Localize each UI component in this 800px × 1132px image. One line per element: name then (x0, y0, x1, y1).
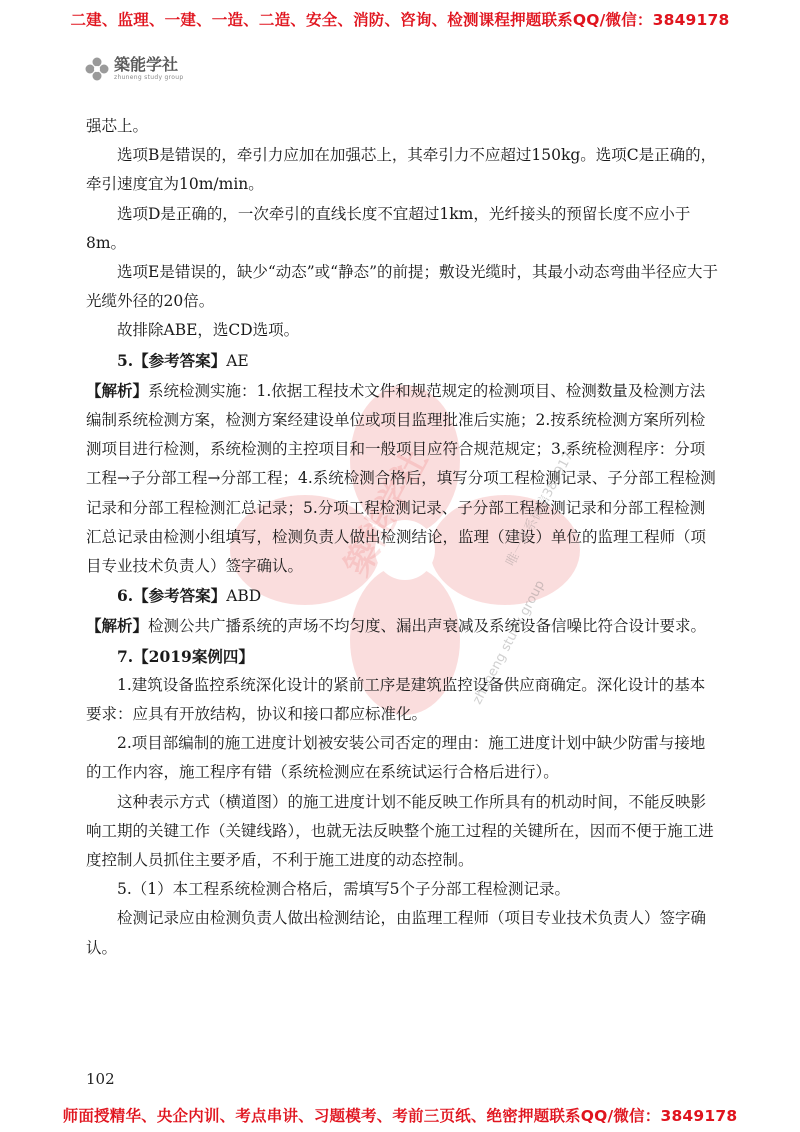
q7-item: 2.项目部编制的施工进度计划被安装公司否定的理由：施工进度计划中缺少防雷与接地的工作内容，施工程序有错（系统检测应在系统试运行合格后进行）。 (86, 734, 706, 782)
paragraph: 强芯上。 (86, 117, 149, 135)
q7-item: 检测记录应由检测负责人做出检测结论，由监理工程师（项目专业技术负责人）签字确认。 (86, 909, 707, 957)
q6-analysis-label: 【解析】 (86, 616, 149, 636)
logo-subtitle: zhuneng study group (114, 74, 184, 81)
logo-name: 築能学社 (114, 55, 179, 74)
flower-logo-icon (84, 56, 110, 82)
watermark-side: 唯一联系微信3849178 (503, 441, 581, 569)
paragraph: 选项D是正确的，一次牵引的直线长度不宜超过1km，光纤接头的预留长度不应小于8m。 (86, 204, 691, 252)
paragraph: 选项B是错误的，牵引力应加在加强芯上，其牵引力不应超过150kg。选项C是正确的，牵引速度宜为10m/min。 (86, 146, 717, 194)
q6-label: 6.【参考答案】 (117, 586, 227, 606)
q6-answer: ABD (226, 587, 262, 606)
paragraph: 故排除ABE，选CD选项。 (117, 321, 300, 340)
q7-label: 7.【2019案例四】 (117, 646, 254, 666)
q5-answer-line (86, 346, 718, 376)
q6-analysis-text: 检测公共广播系统的声场不均匀度、漏出声衰减及系统设备信噪比符合设计要求。 (148, 617, 707, 636)
publisher-logo (84, 56, 183, 82)
q5-analysis-label: 【解析】 (86, 380, 149, 400)
q6-analysis (86, 611, 718, 641)
page-number: 102 (86, 1070, 115, 1088)
q5-answer: AE (226, 351, 249, 370)
q7-item: 1.建筑设备监控系统深化设计的紧前工序是建筑监控设备供应商确定。深化设计的基本要求：应具有开放结构，协议和接口都应标准化。 (86, 675, 706, 724)
q7-item: 5.（1）本工程系统检测合格后，需填写5个子分部工程检测记录。 (117, 880, 571, 899)
watermark-latin: zhuneng study group (470, 578, 549, 708)
q5-analysis (86, 376, 718, 581)
top-promo-banner: 二建、监理、一建、一造、二造、安全、消防、咨询、检测课程押题联系QQ/微信：3849178 (70, 11, 730, 29)
q5-analysis-text: 系统检测实施：1.依据工程技术文件和规范规定的检测项目、检测数量及检测方法编制系统检测方案，检测方案经建设单位或项目监理批准后实施；2.按系统检测方案所列检测项目进行检测，系统检测的主控项目和一般项目应符合规范规定；3.系统检测程序：分项工程→子分部工程→分部工程；4.系统检测合格后，填写分项工程检测记录、子分部工程检测记录和分部工程检测汇总记录；5.分项工程检测记录、子分部工程检测记录和分部工程检测汇总记录由检测小组填写，检测负责人做出检测结论，监理（建设）单位的监理工程师（项目专业技术负责人）签字确认。 (86, 381, 716, 576)
paragraph: 选项E是错误的，缺少“动态”或“静态”的前提；敷设光缆时，其最小动态弯曲半径应大于光缆外径的20倍。 (86, 263, 719, 311)
q5-label: 5.【参考答案】 (117, 350, 227, 370)
q6-answer-line (86, 581, 718, 611)
q7-item: 这种表示方式（横道图）的施工进度计划不能反映工作所具有的机动时间，不能反映影响工期的关键工作（关键线路），也就无法反映整个施工过程的关键所在，因而不便于施工进度控制人员抓住主要矛盾，不利于施工进度的动态控制。 (86, 792, 714, 870)
page-content (86, 112, 718, 963)
bottom-promo-banner: 师面授精华、央企内训、考点串讲、习题模考、考前三页纸、绝密押题联系QQ/微信：3849178 (62, 1107, 738, 1125)
watermark-text: 築能学社 (337, 443, 437, 583)
